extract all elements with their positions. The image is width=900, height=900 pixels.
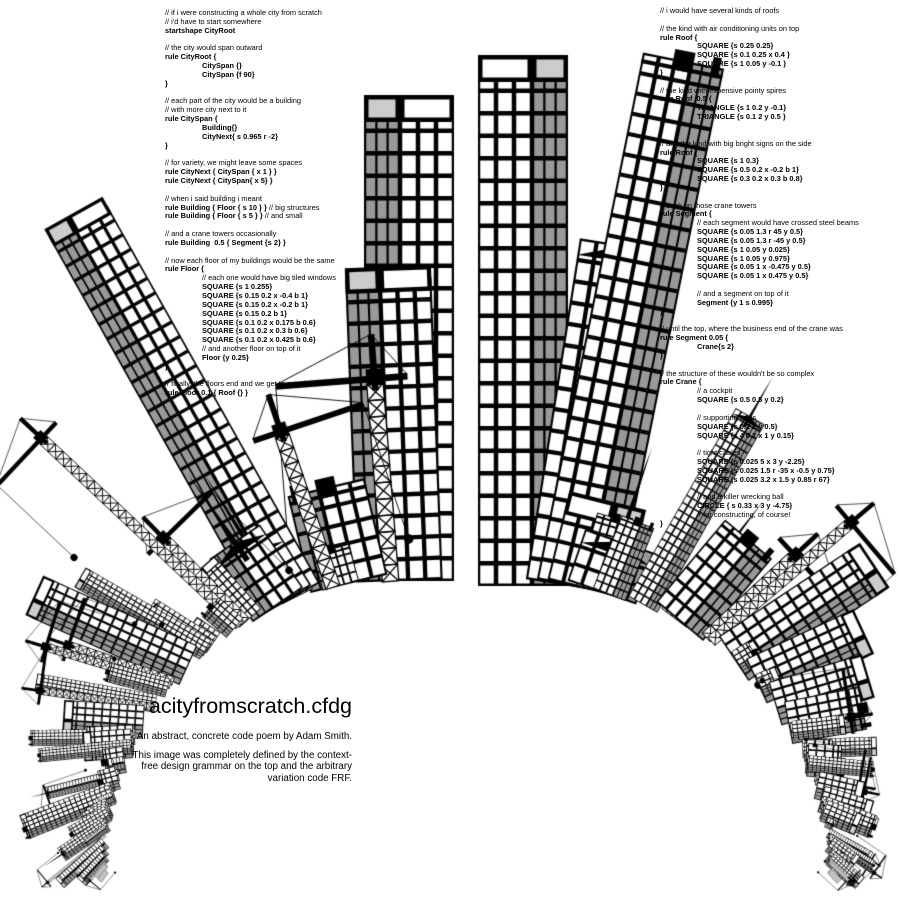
code-line: // finally, the floors end and we get to a roof bbox=[165, 379, 306, 389]
code-line: SQUARE {s 0.5 0.2 x -0.2 b 1} bbox=[697, 165, 799, 175]
description bbox=[100, 750, 352, 784]
code-line: SQUARE {s 0.025 1.5 r -35 x -0.5 y 0.75} bbox=[697, 465, 835, 475]
code-line: // the kind with expensive pointy spires bbox=[660, 85, 787, 95]
code-line: // each part of the city would be a building bbox=[165, 96, 301, 106]
subtitle: An abstract, concrete code poem by Adam Smith. bbox=[136, 731, 352, 742]
code-line: // the structure of these wouldn't be so complex bbox=[660, 368, 815, 378]
description-line-2: free design grammar on the top and the arbitrary bbox=[141, 761, 352, 773]
code-line: rule CityRoot { bbox=[165, 52, 217, 62]
code-line: } bbox=[660, 306, 663, 316]
code-line: // for constructing, of course! bbox=[697, 510, 791, 520]
code-line: SQUARE {s 0.15 0.2 b 1} bbox=[202, 308, 288, 318]
code-line: SQUARE {s 0.025 5 x 3 y -2.25} bbox=[697, 457, 805, 467]
code-line: SQUARE {s 4 0.2 x 1 y 0.15} bbox=[697, 430, 794, 440]
code-line: } bbox=[165, 78, 168, 88]
code-line: rule Crane { bbox=[660, 377, 702, 387]
code-line: SQUARE {s 0.2 2 y 0.5} bbox=[697, 421, 778, 431]
description-line-1: This image was completely defined by the context- bbox=[132, 750, 352, 761]
code-line: // the city would span outward bbox=[165, 43, 263, 53]
code-line: } bbox=[660, 67, 663, 77]
code-line: SQUARE {s 1 0.05 y -0.1 } bbox=[697, 59, 787, 69]
code-line: // i would have several kinds of roofs bbox=[660, 6, 780, 15]
code-line: Crane{s 2} bbox=[697, 342, 734, 352]
code-line: // tight cables bbox=[697, 448, 741, 458]
code-line: rule Roof 0.5 { bbox=[660, 94, 712, 104]
code-line: // each one would have big tiled windows bbox=[202, 273, 336, 283]
code-line: SQUARE {s 0.15 0.2 x -0.4 b 1} bbox=[202, 291, 308, 300]
code-line: // now each floor of my buildings would be the same bbox=[165, 255, 335, 265]
code-line: // with more city next to it bbox=[165, 105, 247, 115]
code-line: rule Building { Floor { s 10 } } // big structures bbox=[165, 202, 320, 212]
code-line: SQUARE {s 1 0.05 y 0.975} bbox=[697, 253, 790, 263]
code-line: rule CitySpan { bbox=[165, 114, 218, 124]
code-line: SQUARE {s 1 0.255} bbox=[202, 282, 273, 292]
code-line: // and a crane towers occasionally bbox=[165, 229, 277, 239]
title-block bbox=[100, 694, 352, 784]
code-line: CitySpan {f 90} bbox=[202, 69, 255, 79]
code-line: SQUARE {s 0.1 0.2 x 0.425 b 0.6} bbox=[202, 335, 316, 345]
code-line: } bbox=[165, 140, 168, 150]
code-line: Segment {y 1 s 0.995} bbox=[697, 297, 774, 307]
code-line: rule Segment 0.05 { bbox=[660, 333, 729, 343]
code-line: Floor {y 0.25} bbox=[202, 352, 249, 362]
code-column-right bbox=[660, 7, 859, 529]
code-line: SQUARE {s 0.3 0.2 x 0.3 b 0.8} bbox=[697, 174, 803, 184]
code-line: // when i said building i meant bbox=[165, 193, 262, 203]
code-line: } bbox=[660, 350, 663, 360]
code-line: CitySpan {} bbox=[202, 61, 242, 71]
code-line: rule Segment { bbox=[660, 209, 712, 219]
page-title: acityfromscratch.cfdg bbox=[148, 694, 352, 718]
code-line: startshape CityRoot bbox=[165, 25, 236, 35]
code-line: } bbox=[660, 518, 663, 528]
description-line-3: variation code FRF. bbox=[267, 772, 352, 784]
code-line: // supporting arms bbox=[697, 412, 757, 422]
code-line: TRIANGLE {s 0.1 2 y 0.5 } bbox=[697, 112, 786, 122]
code-line: // back on those crane towers bbox=[660, 200, 757, 210]
code-line: SQUARE {s 0.1 0.25 x 0.4 } bbox=[697, 50, 790, 60]
code-line: SQUARE {s 0.025 3.2 x 1.5 y 0.85 r 67} bbox=[697, 474, 830, 484]
code-line: rule CityNext { CitySpan{ x 5} } bbox=[165, 176, 273, 186]
code-line: SQUARE {s 0.1 0.2 x 0.175 b 0.6} bbox=[202, 317, 316, 327]
code-line: } bbox=[165, 361, 168, 371]
code-line: rule Roof { bbox=[660, 147, 698, 157]
code-line: rule Floor 0.1 { Roof {} } bbox=[165, 388, 248, 398]
code-line: rule Floor { bbox=[165, 264, 205, 274]
code-line: // the kind with air conditioning units on top bbox=[660, 23, 800, 33]
code-line: Building{} bbox=[202, 122, 238, 132]
code-line: // each segment would have crossed steel beams bbox=[697, 218, 859, 228]
code-column-left bbox=[165, 9, 336, 398]
code-line: // if i were constructing a whole city from scratch bbox=[165, 8, 322, 17]
code-line bbox=[660, 440, 859, 449]
code-line: SQUARE {s 1 0.3} bbox=[697, 156, 760, 166]
code-line: } bbox=[660, 182, 663, 192]
code-line: rule CityNext { CitySpan { x 1 } } bbox=[165, 167, 277, 177]
code-line: SQUARE {s 0.1 0.2 x 0.3 b 0.6} bbox=[202, 326, 308, 336]
code-line: SQUARE {s 0.15 0.2 x -0.2 b 1} bbox=[202, 299, 308, 309]
code-line: CityNext{ s 0.965 r -2} bbox=[202, 131, 278, 141]
code-line: SQUARE {s 0.5 0.5 y 0.2} bbox=[697, 395, 784, 405]
code-line: SQUARE {s 0.05 1.3 r -45 y 0.5} bbox=[697, 235, 806, 245]
code-line: CIRCLE { s 0.33 x 3 y -4.75} bbox=[697, 501, 793, 511]
code-line: SQUARE {s 0.05 1 x -0.475 y 0.5} bbox=[697, 262, 811, 272]
code-line: // and a killer wrecking ball bbox=[697, 492, 784, 502]
code-line: // i'd have to start somewhere bbox=[165, 16, 262, 26]
code-line bbox=[660, 405, 859, 414]
code-line: // a cockpit bbox=[697, 386, 733, 396]
code-line: SQUARE {s 0.25 0.25} bbox=[697, 41, 774, 51]
code-line: SQUARE {s 0.05 1.3 r 45 y 0.5} bbox=[697, 227, 803, 237]
code-line: TRIANGLE {s 1 0.2 y -0.1} bbox=[697, 103, 787, 113]
code-line: SQUARE {s 1 0.05 y 0.025} bbox=[697, 244, 790, 254]
code-line: } bbox=[660, 120, 663, 130]
code-line: // and another floor on top of it bbox=[202, 344, 301, 354]
code-line: // for variety, we might leave some spaces bbox=[165, 158, 303, 168]
code-line: rule Building 0.5 { Segment {s 2} } bbox=[165, 237, 286, 247]
code-line: // and a segment on top of it bbox=[697, 289, 789, 298]
code-line: SQUARE {s 0.05 1 x 0.475 y 0.5} bbox=[697, 271, 809, 281]
code-line: // until the top, where the business end of the crane was bbox=[660, 324, 843, 334]
code-line: rule Roof { bbox=[660, 32, 698, 42]
code-line: rule Building { Floor { s 5 } } // and small bbox=[165, 211, 303, 221]
code-line: // and the kind with big bright signs on the side bbox=[660, 138, 812, 148]
